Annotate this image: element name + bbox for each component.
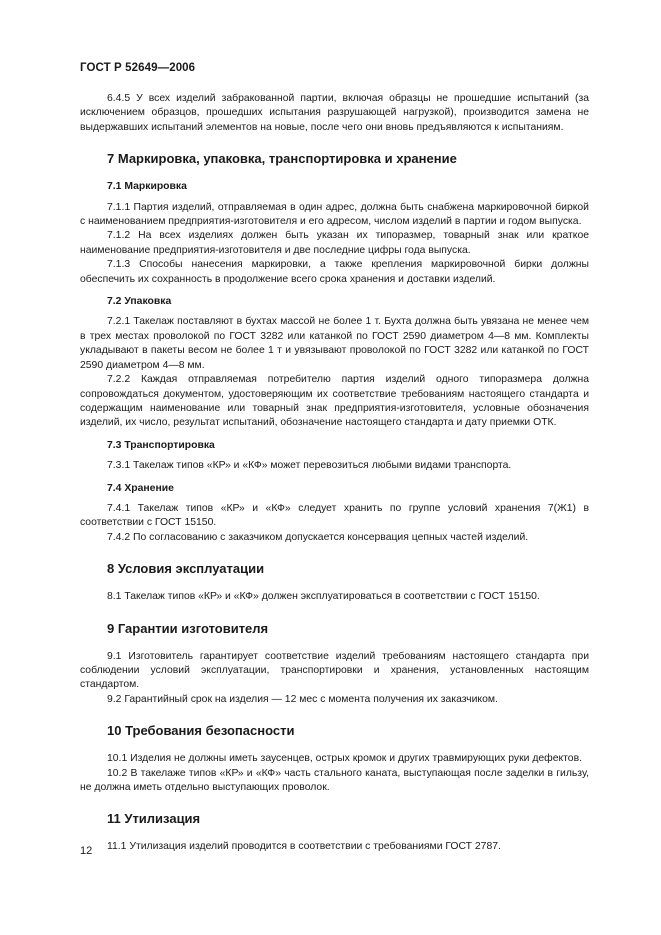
paragraph-11-1: 11.1 Утилизация изделий проводится в соответствии с требованиями ГОСТ 2787. (107, 841, 501, 853)
paragraph-7-1-3: 7.1.3 Способы нанесения маркировки, а также крепления маркировочной бирки должны обеспечить их сохранность в продолжение всего срока хранения и доставки изделий. (80, 259, 589, 285)
subsection-7-3-title: 7.3 Транспортировка (107, 439, 215, 451)
paragraph-7-2-2: 7.2.2 Каждая отправляемая потребителю партия изделий одного типоразмера должна сопровождаться документом, удостоверяющим их соответствие требованиям настоящего стандарта и содержащим наименование или товарный знак предприятия-изготовителя, условные обозначения изделий, их число, результат испытаний, обозначение настоящего стандарта и дату приемки ОТК. (80, 374, 589, 429)
paragraph-7-4-2: 7.4.2 По согласованию с заказчиком допускается консервация цепных частей изделий. (107, 531, 529, 543)
paragraph-7-2-1: 7.2.1 Такелаж поставляют в бухтах массой не более 1 т. Бухта должна быть увязана не менее чем в трех местах проволокой по ГОСТ 3282 или катанкой по ГОСТ 2590 диаметром 4—8 мм. Комплекты укладывают в пакеты весом не более 1 т и увязывают проволокой по ГОСТ 3282 или катанкой по ГОСТ 2590 диаметром 4—8 мм. (80, 316, 589, 371)
paragraph-7-4-1: 7.4.1 Такелаж типов «КР» и «КФ» следует хранить по группе условий хранения 7(Ж1) в соответствии с ГОСТ 15150. (80, 502, 589, 529)
subsection-7-4-title: 7.4 Хранение (107, 482, 174, 494)
section-10-title: 10 Требования безопасности (107, 723, 295, 739)
section-7-title: 7 Маркировка, упаковка, транспортировка и хранение (107, 151, 457, 167)
paragraph-10-1: 10.1 Изделия не должны иметь заусенцев, острых кромок и других травмирующих руки дефектов. (107, 753, 582, 765)
section-11-title: 11 Утилизация (107, 811, 201, 827)
paragraph-10-2: 10.2 В такелаже типов «КР» и «КФ» часть стального каната, выступающая после заделки в гильзу, не должна иметь отдельно выступающих проволок. (80, 767, 589, 793)
section-9-title: 9 Гарантии изготовителя (107, 620, 269, 636)
paragraph-7-1-1: 7.1.1 Партия изделий, отправляемая в один адрес, должна быть снабжена маркировочной биркой с наименованием предприятия-изготовителя и его адресом, числом изделий в партии и годом выпуска. (80, 201, 589, 228)
section-8-title: 8 Условия эксплуатации (107, 561, 265, 577)
document-body (80, 92, 589, 855)
subsection-7-1-title: 7.1 Маркировка (107, 181, 187, 193)
paragraph-9-1: 9.1 Изготовитель гарантирует соответствие изделий требованиям настоящего стандарта при соблюдении условий эксплуатации, транспортировки и хранения, установленных настоящим стандартом. (80, 650, 589, 691)
subsection-7-2-title: 7.2 Упаковка (107, 296, 172, 308)
paragraph-9-2: 9.2 Гарантийный срок на изделия — 12 мес с момента получения их заказчиком. (107, 693, 498, 705)
page-number: 12 (80, 845, 93, 857)
paragraph-6-4-5: 6.4.5 У всех изделий забракованной партии, включая образцы не прошедшие испытаний (за исключением образцов, прошедших испытания разрушающей нагрузкой), производится замена не выдержавших испытаний элементов на новые, после чего они вновь предъявляются к испытаниям. (80, 93, 589, 133)
paragraph-8-1: 8.1 Такелаж типов «КР» и «КФ» должен эксплуатироваться в соответствии с ГОСТ 15150. (107, 591, 540, 603)
paragraph-7-3-1: 7.3.1 Такелаж типов «КР» и «КФ» может перевозиться любыми видами транспорта. (107, 460, 512, 472)
paragraph-7-1-2: 7.1.2 На всех изделиях должен быть указан их типоразмер, товарный знак или краткое наименование предприятия-изготовителя и две последние цифры года выпуска. (80, 230, 589, 256)
document-header: ГОСТ Р 52649—2006 (80, 62, 196, 74)
